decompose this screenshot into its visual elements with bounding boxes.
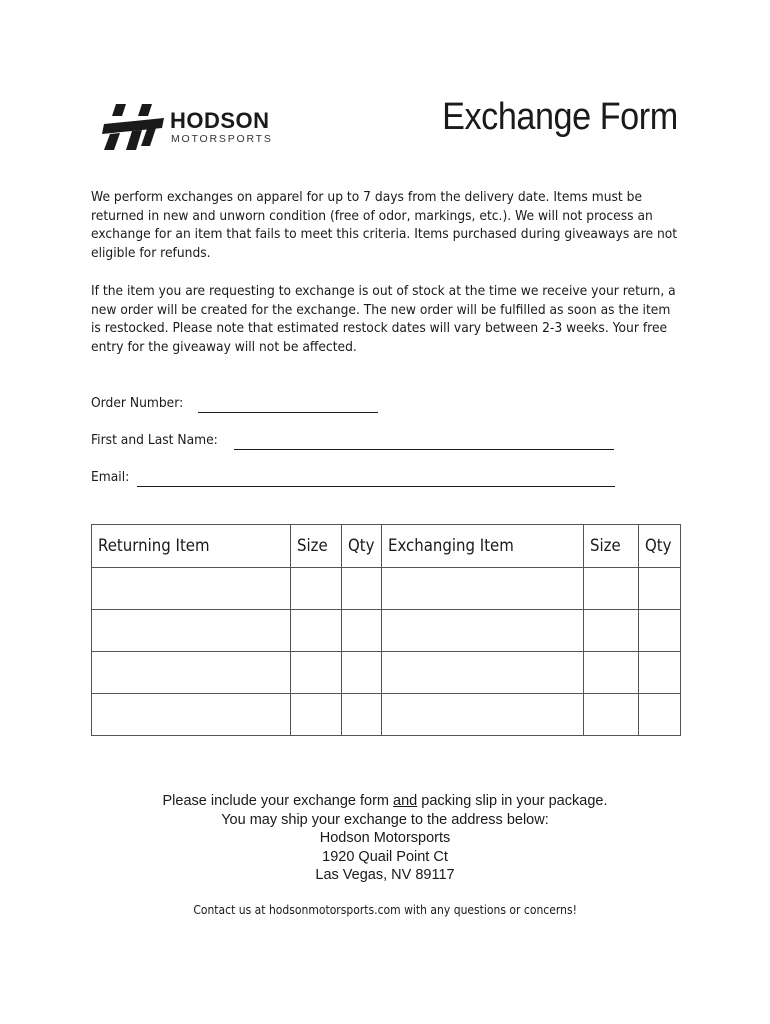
address-street: 1920 Quail Point Ct: [322, 848, 448, 865]
table-row: [92, 568, 681, 610]
address-company: Hodson Motorsports: [319, 830, 451, 846]
email-label: Email:: [91, 469, 130, 485]
table-row: [92, 652, 681, 694]
col-return-size: Size: [290, 525, 342, 568]
table-cell[interactable]: [584, 694, 639, 736]
address-city: Las Vegas, NV 89117: [315, 867, 455, 883]
logo-wordmark: HODSON: [170, 108, 270, 133]
table-cell[interactable]: [638, 610, 680, 652]
table-cell[interactable]: [342, 652, 382, 694]
hodson-logo: [102, 100, 282, 154]
table-cell[interactable]: [382, 610, 584, 652]
order-number-line[interactable]: [198, 412, 378, 413]
table-cell[interactable]: [638, 652, 680, 694]
emphasis-and: and: [393, 793, 418, 809]
table-row: [92, 610, 681, 652]
table-cell[interactable]: [92, 694, 291, 736]
policy-paragraph-2: If the item you are requesting to exchange is out of stock at the time we receive your return, a new order will be created for the exchange. The new order will be fulfilled as soon as the item is restocked. Please note that estimated restock dates will vary between 2-3 weeks. Your free entry for the giveaway will not be affected.: [91, 283, 676, 355]
instruction-line-2: You may ship your exchange to the address below:: [221, 811, 549, 828]
table-header-row: [92, 525, 681, 568]
table-cell[interactable]: [342, 568, 382, 610]
order-number-field[interactable]: [91, 395, 381, 415]
order-number-label: Order Number:: [91, 395, 184, 411]
table-cell[interactable]: [382, 652, 584, 694]
exchange-items-table: [91, 524, 681, 736]
email-field[interactable]: [91, 469, 616, 489]
table-cell[interactable]: [290, 568, 342, 610]
table-cell[interactable]: [92, 610, 291, 652]
table-cell[interactable]: [638, 694, 680, 736]
table-cell[interactable]: [584, 652, 639, 694]
hodson-emblem-icon: [102, 102, 166, 152]
col-returning-item: Returning Item: [92, 525, 291, 568]
full-name-line[interactable]: [234, 449, 614, 450]
col-exchange-qty: Qty: [638, 525, 680, 568]
table-cell[interactable]: [342, 610, 382, 652]
col-return-qty: Qty: [342, 525, 382, 568]
table-cell[interactable]: [638, 568, 680, 610]
policy-paragraph-1: We perform exchanges on apparel for up to 7 days from the delivery date. Items must be returned in new and unworn condition (free of odor, markings, etc.). We will not process an exchange for an item that fails to meet this criteria. Items purchased during giveaways are not eligible for refunds.: [91, 189, 678, 261]
table-cell[interactable]: [92, 568, 291, 610]
col-exchange-size: Size: [584, 525, 639, 568]
table-cell[interactable]: [382, 694, 584, 736]
page-title: Exchange Form: [442, 96, 678, 138]
table-cell[interactable]: [342, 694, 382, 736]
table-cell[interactable]: [290, 694, 342, 736]
shipping-instructions: [0, 792, 770, 885]
table-cell[interactable]: [290, 652, 342, 694]
full-name-label: First and Last Name:: [91, 432, 218, 448]
col-exchanging-item: Exchanging Item: [382, 525, 584, 568]
email-line[interactable]: [137, 486, 615, 487]
contact-note: Contact us at hodsonmotorsports.com with any questions or concerns!: [193, 903, 577, 917]
instruction-line-1: Please include your exchange form and packing slip in your package.: [162, 793, 608, 809]
full-name-field[interactable]: [91, 432, 616, 452]
table-cell[interactable]: [92, 652, 291, 694]
table-cell[interactable]: [382, 568, 584, 610]
table-cell[interactable]: [584, 610, 639, 652]
table-row: [92, 694, 681, 736]
logo-subtitle: MOTORSPORTS: [171, 133, 273, 145]
table-cell[interactable]: [584, 568, 639, 610]
table-cell[interactable]: [290, 610, 342, 652]
